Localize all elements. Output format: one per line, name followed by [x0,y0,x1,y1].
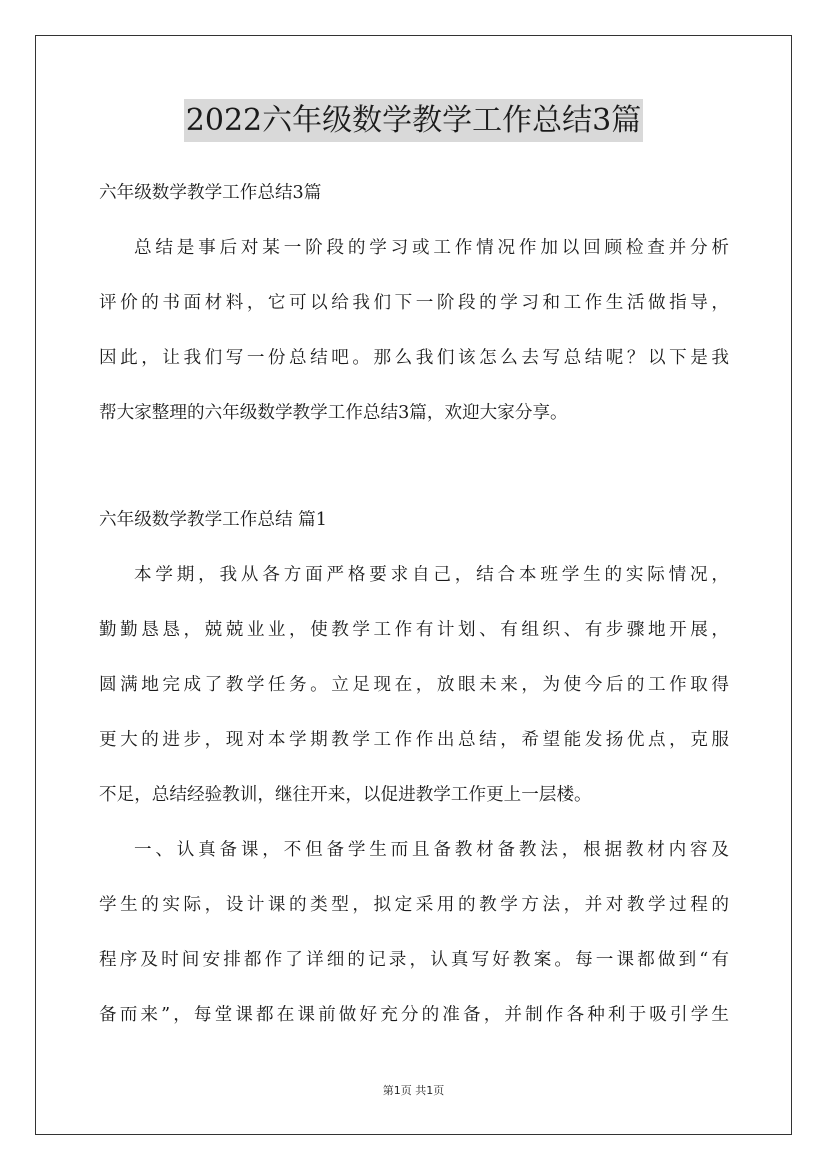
document-title [0,96,827,146]
paragraph-line: 更大的进步，现对本学期教学工作作出总结，希望能发扬优点，克服 [99,730,729,750]
paragraph-line: 程序及时间安排都作了详细的记录，认真写好教案。每一课都做到“有 [99,950,729,970]
intro-line: 总结是事后对某一阶段的学习或工作情况作加以回顾检查并分析 [134,238,729,258]
intro-line: 因此，让我们写一份总结吧。那么我们该怎么去写总结呢？以下是我 [99,348,729,368]
intro-line: 评价的书面材料，它可以给我们下一阶段的学习和工作生活做指导， [99,293,729,313]
section-heading: 六年级数学教学工作总结 篇1 [99,510,327,530]
paragraph-line: 勤勤恳恳，兢兢业业，使教学工作有计划、有组织、有步骤地开展， [99,620,729,640]
paragraph-line: 圆满地完成了教学任务。立足现在，放眼未来，为使今后的工作取得 [99,675,729,695]
paragraph-line: 一、认真备课，不但备学生而且备教材备教法，根据教材内容及 [134,840,729,860]
paragraph-line: 学生的实际，设计课的类型，拟定采用的教学方法，并对教学过程的 [99,895,729,915]
document-title-text: 2022六年级数学教学工作总结3篇 [184,99,643,142]
paragraph-line: 备而来”，每堂课都在课前做好充分的准备，并制作各种利于吸引学生 [99,1005,729,1025]
paragraph-line: 不足，总结经验教训，继往开来，以促进教学工作更上一层楼。 [99,785,592,805]
paragraph-line: 本学期，我从各方面严格要求自己，结合本班学生的实际情况， [134,565,729,585]
intro-line: 帮大家整理的六年级数学教学工作总结3篇，欢迎大家分享。 [99,403,568,423]
page-number: 第1页 共1页 [382,1084,445,1097]
document-subtitle: 六年级数学教学工作总结3篇 [99,183,322,203]
